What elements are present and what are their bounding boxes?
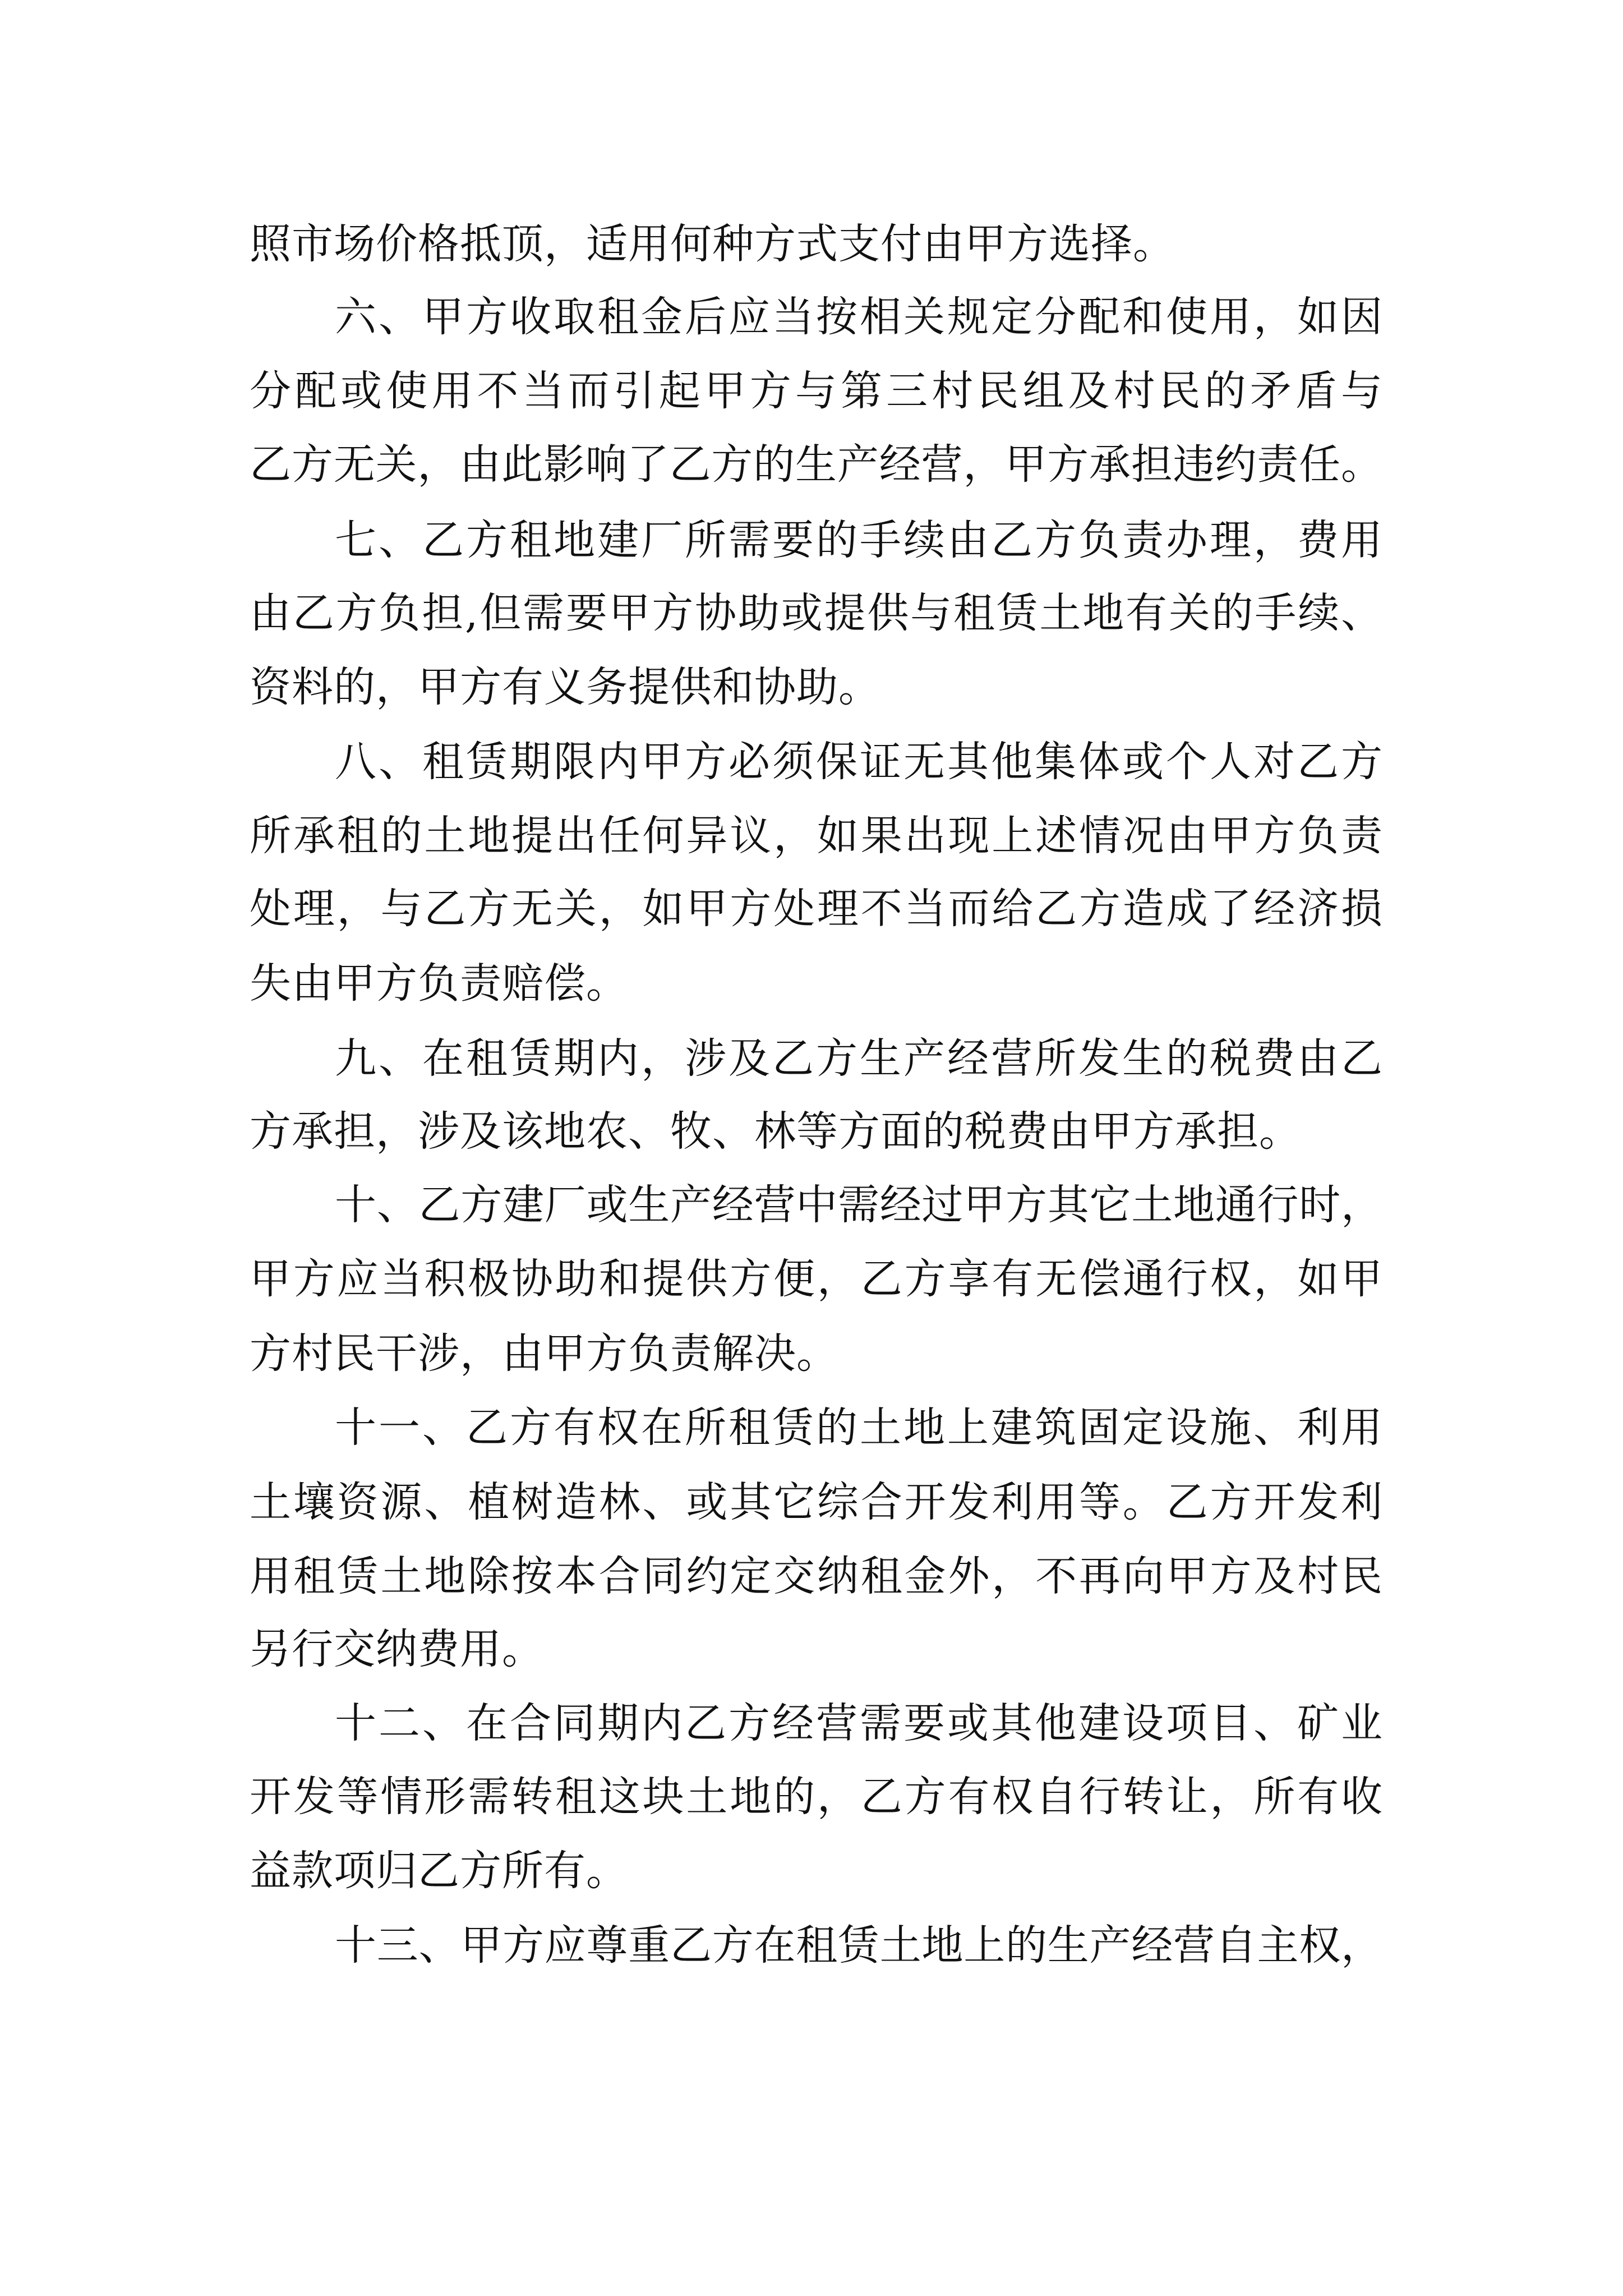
text-line: 九、在租赁期内，涉及乙方生产经营所发生的税费由乙 — [335, 1034, 1382, 1083]
text-line: 十、乙方建厂或生产经营中需经过甲方其它土地通行时， — [335, 1181, 1382, 1229]
text-line: 十二、在合同期内乙方经营需要或其他建设项目、矿业 — [335, 1699, 1382, 1747]
text-line: 方承担，涉及该地农、牧、林等方面的税费由甲方承担。 — [250, 1107, 1301, 1156]
text-line: 用租赁土地除按本合同约定交纳租金外，不再向甲方及村民 — [250, 1552, 1382, 1600]
text-line: 资料的，甲方有义务提供和协助。 — [250, 663, 880, 711]
text-line: 七、乙方租地建厂所需要的手续由乙方负责办理，费用 — [335, 516, 1382, 564]
text-line: 失由甲方负责赔偿。 — [250, 959, 628, 1007]
text-line: 由乙方负担,但需要甲方协助或提供与租赁土地有关的手续、 — [250, 589, 1382, 637]
text-line: 八、租赁期限内甲方必须保证无其他集体或个人对乙方 — [335, 738, 1382, 786]
text-line: 照市场价格抵顶，适用何种方式支付由甲方选择。 — [250, 220, 1175, 268]
text-line: 十一、乙方有权在所租赁的土地上建筑固定设施、利用 — [335, 1404, 1382, 1452]
text-line: 土壤资源、植树造林、或其它综合开发利用等。乙方开发利 — [250, 1478, 1382, 1526]
text-line: 乙方无关，由此影响了乙方的生产经营，甲方承担违约责任。 — [250, 440, 1382, 489]
text-line: 处理，与乙方无关，如甲方处理不当而给乙方造成了经济损 — [250, 885, 1382, 933]
text-line: 分配或使用不当而引起甲方与第三村民组及村民的矛盾与 — [250, 367, 1382, 415]
text-line: 开发等情形需转租这块土地的，乙方有权自行转让，所有收 — [250, 1773, 1382, 1821]
text-line: 方村民干涉，由甲方负责解决。 — [250, 1329, 838, 1378]
text-line: 所承租的土地提出任何异议，如果出现上述情况由甲方负责 — [250, 812, 1382, 860]
text-line: 十三、甲方应尊重乙方在租赁土地上的生产经营自主权， — [335, 1921, 1382, 1970]
text-line: 甲方应当积极协助和提供方便，乙方享有无偿通行权，如甲 — [250, 1255, 1382, 1303]
text-line: 益款项归乙方所有。 — [250, 1847, 628, 1895]
text-line: 六、甲方收取租金后应当按相关规定分配和使用，如因 — [335, 293, 1382, 341]
text-line: 另行交纳费用。 — [250, 1625, 544, 1673]
